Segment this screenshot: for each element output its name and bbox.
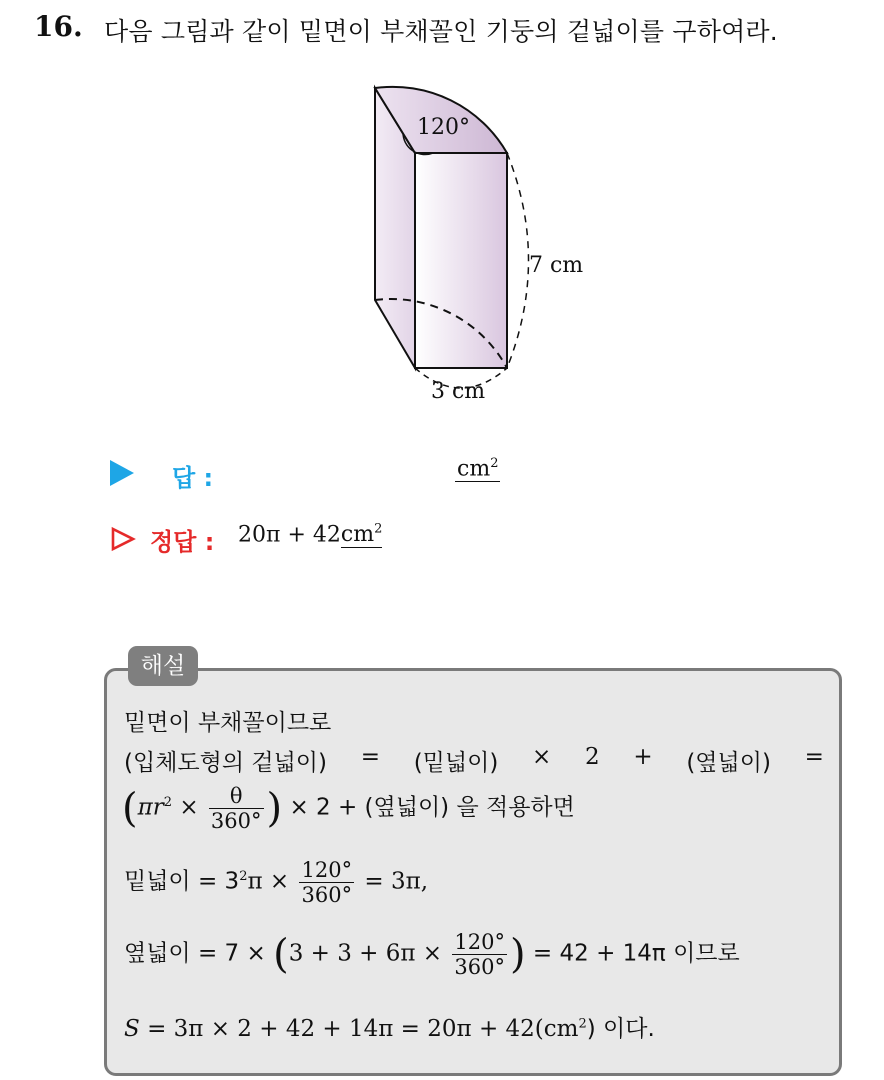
solution-unit-group xyxy=(341,522,382,548)
answer-row xyxy=(110,456,530,492)
line5-den: 360° xyxy=(454,955,505,980)
line5-a: 옆넓이 = 7 × xyxy=(124,940,266,967)
line5-close-paren: ) xyxy=(509,931,526,978)
line4-b: π × xyxy=(247,868,290,895)
line3-close-paren: ) xyxy=(266,785,283,832)
question-number: 16. xyxy=(34,10,83,43)
line4-a: 밑넓이 = 3 xyxy=(124,868,240,895)
line2-plus: + xyxy=(633,744,653,770)
explanation-line-1: 밑면이 부채꼴이므로 xyxy=(124,710,332,736)
question-text: 다음 그림과 같이 밑면이 부채꼴인 기둥의 겉넓이를 구하여라. xyxy=(104,17,778,46)
height-label: 7 cm xyxy=(529,253,584,278)
line5-open-paren: ( xyxy=(273,931,289,978)
answer-unit: cm xyxy=(457,456,491,482)
solution-unit: cm xyxy=(340,522,375,548)
line5-b: 3 + 3 + 6π × xyxy=(288,940,443,967)
line5-num: 120° xyxy=(454,930,505,954)
line3-fraction xyxy=(209,784,264,833)
line6-b: ) 이다. xyxy=(586,1016,655,1042)
line6-s: S xyxy=(124,1016,140,1042)
explanation-line-4 xyxy=(124,858,428,907)
prism-figure xyxy=(365,78,605,408)
explanation-tab: 해설 xyxy=(128,646,198,686)
line3-rest: × 2 + (옆넓이) 을 적용하면 xyxy=(289,794,575,821)
answer-label: 답 : xyxy=(172,464,214,492)
line3-num: θ xyxy=(209,784,264,809)
answer-blank[interactable] xyxy=(455,456,500,482)
play-triangle-icon xyxy=(110,460,134,486)
line4-den: 360° xyxy=(301,883,353,908)
line2-two: 2 xyxy=(585,744,600,770)
outline-triangle-icon xyxy=(110,526,136,552)
line4-exp: 2 xyxy=(239,868,248,884)
line2-term-b: (밑넓이) xyxy=(413,750,499,776)
radius-label: 3 cm xyxy=(431,379,486,404)
line3-open-paren: ( xyxy=(122,785,138,832)
line2-eq1: = xyxy=(360,744,380,770)
line3-den: 360° xyxy=(210,809,262,834)
explanation-line-3 xyxy=(122,784,575,833)
line4-fraction xyxy=(299,858,354,907)
solution-label: 정답 : xyxy=(150,528,215,556)
line5-c: = 42 + 14π 이므로 xyxy=(532,940,740,967)
line3-pi-r: πr xyxy=(137,794,164,821)
explanation-line-6 xyxy=(124,1010,655,1043)
line2-term-f: (옆넓이) xyxy=(686,750,771,776)
answer-unit-exp: 2 xyxy=(490,456,499,471)
line2-times: × xyxy=(532,744,552,770)
solution-row xyxy=(110,518,530,558)
explanation-line-5 xyxy=(124,930,740,979)
line5-fraction xyxy=(452,930,507,979)
explanation-line-2 xyxy=(124,744,824,777)
line4-c: = 3π, xyxy=(364,868,429,895)
line2-term-a: (입체도형의 겉넓이) xyxy=(124,750,328,776)
solution-value: 20π + 42 xyxy=(238,522,341,548)
line6-a: = 3π × 2 + 42 + 14π = 20π + 42(cm xyxy=(147,1016,579,1042)
solution-unit-exp: 2 xyxy=(374,522,383,537)
angle-label: 120° xyxy=(417,115,470,140)
line4-num: 120° xyxy=(301,858,353,882)
line6-exp: 2 xyxy=(578,1016,587,1032)
solution-value-group xyxy=(238,522,382,547)
line2-eq2: = xyxy=(804,744,824,770)
line3-exp: 2 xyxy=(163,794,173,810)
line3-times: × xyxy=(179,794,199,821)
